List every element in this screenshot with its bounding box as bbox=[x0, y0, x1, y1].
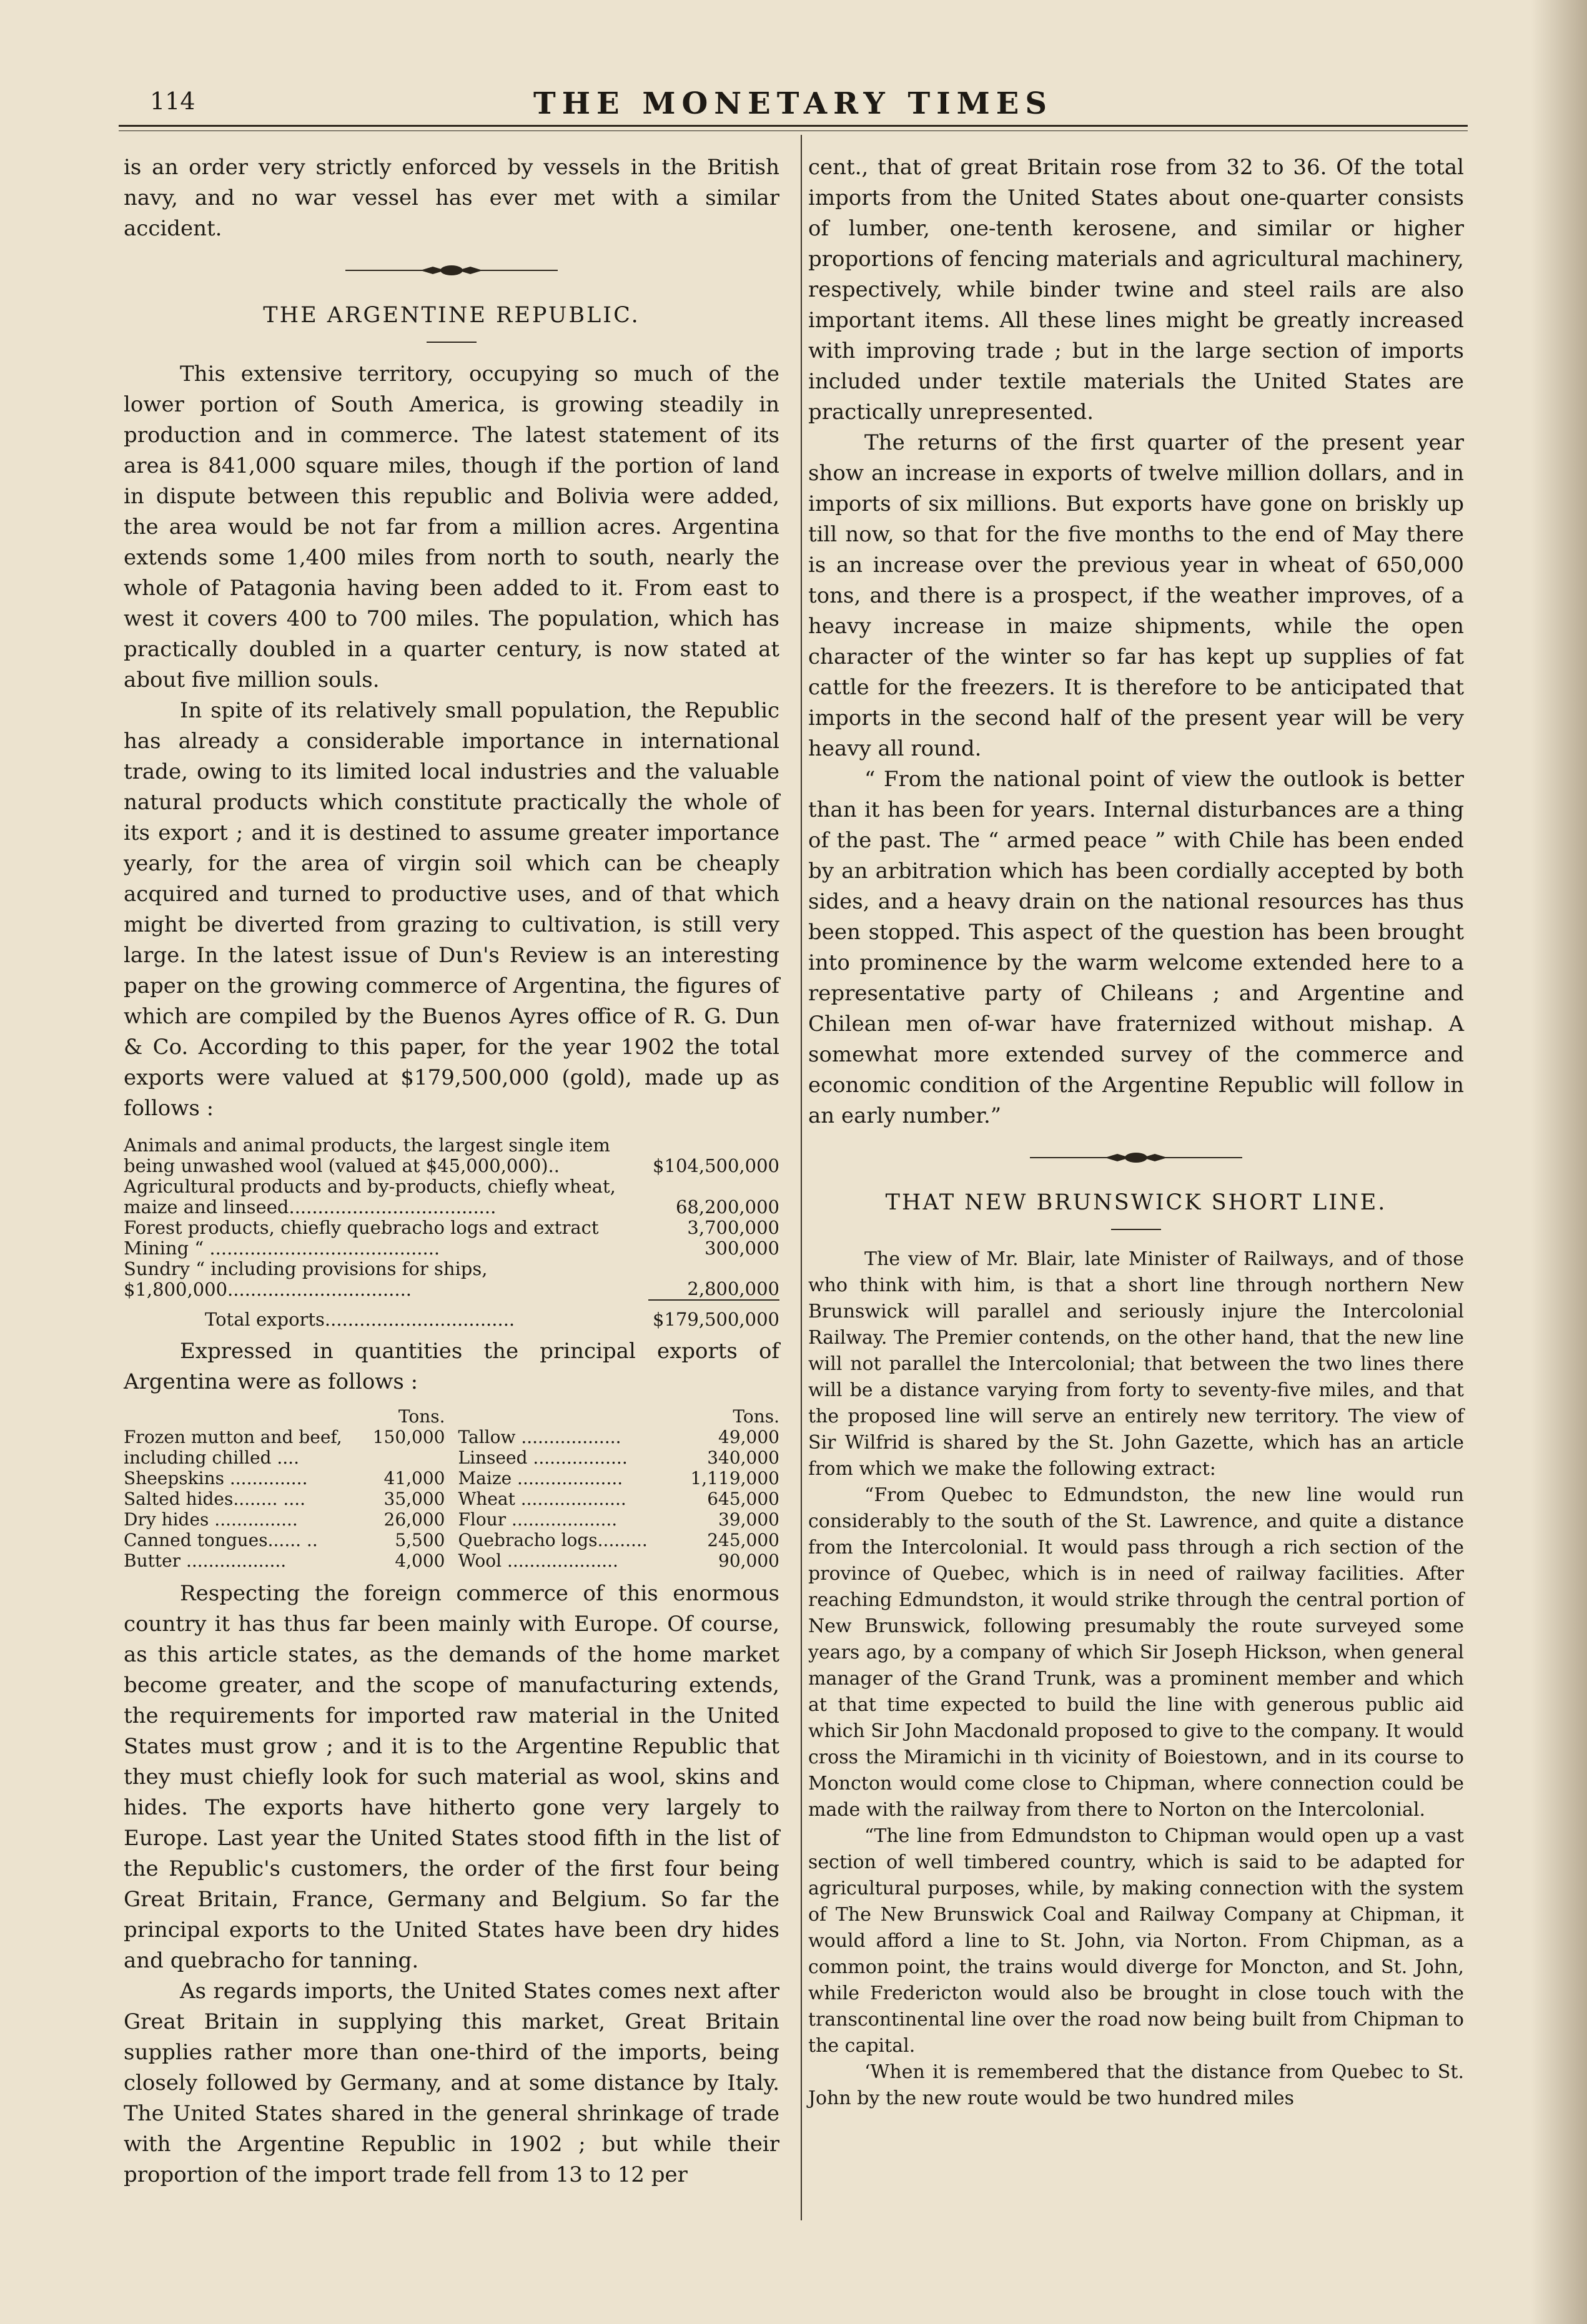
right-column bbox=[808, 152, 1464, 2112]
item-name: Dry hides ............... bbox=[124, 1509, 298, 1530]
list-item bbox=[458, 1447, 780, 1468]
heading-rule bbox=[1111, 1229, 1161, 1230]
item-tons: 35,000 bbox=[383, 1489, 445, 1509]
paragraph: The returns of the first quarter of the present year show an increase in exports of twelve million dollars, and in imports of six millions. But exports have gone on briskly up till now, so that for the five months to the end of May there is an increase over the previous year in wheat of 650,000 tons, and there is a prospect, if the weather improves, of a heavy increase in maize shipments, while the open character of the winter so far has kept up supplies of fat cattle for the freezers. It is therefore to be anticipated that imports in the second half of the present year will be very heavy all round. bbox=[808, 430, 1464, 761]
table-row-total bbox=[124, 1300, 779, 1330]
paragraph: ‘When it is remembered that the distance from Quebec to St. John by the new route would be two hundred miles bbox=[808, 2061, 1464, 2109]
continued-paragraph: is an order very strictly enforced by vessels in the British navy, and no war vessel has ever met with a similar accident. bbox=[124, 155, 779, 241]
total-amount: $179,500,000 bbox=[648, 1300, 779, 1330]
item-name: Linseed ................. bbox=[458, 1447, 628, 1468]
item-name: Frozen mutton and beef, including chilled .... bbox=[124, 1427, 342, 1468]
item-tons: 340,000 bbox=[707, 1447, 779, 1468]
paragraph: This extensive territory, occupying so much of the lower portion of South America, is growing steadily in production and in commerce. The latest statement of its area is 841,000 square miles, though if the portion of land in dispute between this republic and Bolivia were added, the area would be not far from a million acres. Argentina extends some 1,400 miles from north to south, nearly the whole of Patagonia having been added to it. From east to west it covers 400 to 700 miles. The population, which has practically doubled in a quarter century, is now stated at about five million souls. bbox=[124, 362, 779, 692]
column-divider bbox=[801, 135, 802, 2220]
item-tons: 1,119,000 bbox=[690, 1468, 779, 1489]
quantities-column-right bbox=[458, 1406, 780, 1571]
item-name: Quebracho logs......... bbox=[458, 1530, 648, 1550]
export-label: Animals and animal products, the largest single item being unwashed wool (valued at $45,000,000).. bbox=[124, 1135, 610, 1176]
item-tons: 39,000 bbox=[718, 1509, 779, 1530]
paragraph: “ From the national point of view the outlook is better than it has been for years. Internal disturbances are a thing of the past. The “ armed peace ” with Chile has been ended by an arbitration which has been cordially accepted by both sides, and a heavy drain on the national resources has thus been stopped. This aspect of the question has been brought into prominence by the warm welcome extended here to a representative party of Chileans ; and Argentine and Chilean men of-war have fraternized without mishap. A somewhat more extended survey of the commerce and economic condition of the Argentine Republic will follow in an early number.” bbox=[808, 767, 1464, 1128]
item-tons: 26,000 bbox=[383, 1509, 445, 1530]
item-tons: 90,000 bbox=[718, 1550, 779, 1571]
unit-label: Tons. bbox=[733, 1406, 779, 1427]
unit-label: Tons. bbox=[398, 1406, 445, 1427]
export-amount: 68,200,000 bbox=[675, 1196, 779, 1218]
item-tons: 4,000 bbox=[395, 1550, 445, 1571]
table-row bbox=[124, 1176, 779, 1218]
header-rule bbox=[119, 125, 1468, 131]
page-number: 114 bbox=[150, 87, 195, 115]
item-name: Maize ................... bbox=[458, 1468, 623, 1489]
paragraph: In spite of its relatively small population, the Republic has already a considerable importance in international trade, owing to its limited local industries and the valuable natural products which constitute practically the whole of its export ; and it is destined to assume greater importance yearly, for the area of virgin soil which can be cheaply acquired and turned to productive uses, and of that which might be diverted from grazing to cultivation, is still very large. In the latest issue of Dun's Review is an interesting paper on the growing commerce of Argentina, the figures of which are compiled by the Buenos Ayres office of R. G. Dun & Co. According to this paper, for the year 1902 the total exports were valued at $179,500,000 (gold), made up as follows : bbox=[124, 698, 779, 1121]
export-amount: 3,700,000 bbox=[687, 1217, 779, 1238]
item-name: Canned tongues...... .. bbox=[124, 1530, 318, 1550]
item-tons: 245,000 bbox=[707, 1530, 779, 1550]
article-body-small bbox=[808, 1246, 1464, 2112]
item-name: Tallow .................. bbox=[458, 1427, 621, 1447]
export-quantities-table bbox=[124, 1406, 779, 1571]
masthead-title: THE MONETARY TIMES bbox=[533, 86, 1054, 121]
continued-paragraph: cent., that of great Britain rose from 32 to 36. Of the total imports from the United States about one-quarter consists of lumber, one-tenth kerosene, and similar or higher proportions of fencing materials and agricultural machinery, respectively, while binder twine and steel rails are also important items. All these lines might be greatly increased with improving trade ; but in the large section of imports included under textile materials the United States are practically unrepresented. bbox=[808, 155, 1464, 425]
item-tons: 645,000 bbox=[707, 1489, 779, 1509]
paragraph: The view of Mr. Blair, late Minister of Railways, and of those who think with him, is that a short line through northern New Brunswick will parallel and seriously injure the Intercolonial Railway. The Premier contends, on the other hand, that the new line will not parallel the Intercolonial; that between the two lines there will be a distance varying from forty to seventy-five miles, and that the proposed line will serve an entirely new territory. The view of Sir Wilfrid is shared by the St. John Gazette, which has an article from which we make the following extract: bbox=[808, 1248, 1464, 1480]
table-row bbox=[124, 1238, 779, 1259]
item-name: Sheepskins .............. bbox=[124, 1468, 308, 1489]
heading-rule bbox=[427, 342, 477, 343]
item-tons: 150,000 bbox=[372, 1427, 445, 1447]
item-tons: 49,000 bbox=[718, 1427, 779, 1447]
list-item bbox=[124, 1427, 445, 1468]
item-name: Salted hides........ .... bbox=[124, 1489, 306, 1509]
section-ornament bbox=[345, 263, 558, 278]
list-item bbox=[458, 1468, 780, 1489]
item-tons: 41,000 bbox=[383, 1468, 445, 1489]
article-heading-new-brunswick: THAT NEW BRUNSWICK SHORT LINE. bbox=[885, 1190, 1387, 1215]
list-item bbox=[124, 1509, 445, 1530]
list-item bbox=[124, 1550, 445, 1571]
paragraph: Respecting the foreign commerce of this enormous country it has thus far been mainly with Europe. Of course, as this article states, as the demands of the home market become greater, and the scope of manufacturing extends, the requirements for imported raw material in the United States must grow ; and it is to the Argentine Republic that they must chiefly look for such material as wool, skins and hides. The exports have hitherto gone very largely to Europe. Last year the United States stood fifth in the list of the Republic's customers, the order of the first four being Great Britain, France, Germany and Belgium. So far the principal exports to the United States have been dry hides and quebracho for tanning. bbox=[124, 1581, 779, 1973]
list-item bbox=[124, 1530, 445, 1550]
export-label: Agricultural products and by-products, chiefly wheat, maize and linseed.................................... bbox=[124, 1176, 616, 1218]
article-heading-argentine: THE ARGENTINE REPUBLIC. bbox=[263, 303, 640, 328]
item-name: Butter .................. bbox=[124, 1550, 287, 1571]
export-amount: $104,500,000 bbox=[653, 1155, 779, 1176]
table-row bbox=[124, 1259, 779, 1300]
table-row bbox=[124, 1218, 779, 1238]
list-item bbox=[458, 1427, 780, 1447]
quantities-column-left bbox=[124, 1406, 445, 1571]
table-row bbox=[124, 1135, 779, 1176]
exports-value-table bbox=[124, 1135, 779, 1330]
left-column bbox=[124, 152, 779, 2190]
export-label: Forest products, chiefly quebracho logs and extract bbox=[124, 1217, 599, 1238]
page-edge-shadow bbox=[1531, 0, 1587, 2324]
export-amount: 300,000 bbox=[705, 1238, 779, 1259]
paragraph: As regards imports, the United States comes next after Great Britain in supplying this market, Great Britain supplies rather more than one-third of the imports, being closely followed by Germany, and at some distance by Italy. The United States shared in the general shrinkage of trade with the Argentine Republic in 1902 ; but while their proportion of the import trade fell from 13 to 12 per bbox=[124, 1979, 779, 2187]
list-item bbox=[458, 1530, 780, 1550]
export-label: Mining “ ........................................ bbox=[124, 1238, 440, 1259]
list-item bbox=[124, 1468, 445, 1489]
export-amount: 2,800,000 bbox=[687, 1278, 779, 1299]
list-item bbox=[458, 1550, 780, 1571]
paragraph: “From Quebec to Edmundston, the new line would run considerably to the south of the St. Lawrence, and quite a distance from the Intercolonial. It would pass through a rich section of the province of Quebec, which is in need of railway facilities. After reaching Edmundston, it would strike through the central portion of New Brunswick, following presumably the route surveyed some years ago, by a company of which Sir Joseph Hickson, when general manager of the Grand Trunk, was a prominent member and which at that time expected to build the line with generous public aid which Sir John Macdonald proposed to give to the company. It would cross the Miramichi in th vicinity of Boiestown, and in its course to Moncton would come close to Chipman, where connection could be made with the railway from there to Norton on the Intercolonial. bbox=[808, 1484, 1464, 1821]
total-label: Total exports................................. bbox=[205, 1309, 515, 1330]
section-ornament bbox=[1030, 1150, 1242, 1165]
item-tons: 5,500 bbox=[395, 1530, 445, 1550]
item-name: Wheat ................... bbox=[458, 1489, 626, 1509]
list-item bbox=[458, 1509, 780, 1530]
item-name: Flour ................... bbox=[458, 1509, 618, 1530]
paragraph: “The line from Edmundston to Chipman would open up a vast section of well timbered country, which is said to be adapted for agricultural purposes, while, by making connection with the system of The New Brunswick Coal and Railway Company at Chipman, it would afford a line to St. John, via Norton. From Chipman, as a common point, the trains would diverge for Moncton, and St. John, while Fredericton would also be brought in close touch with the transcontinental line over the road now being built from Chipman to the capital. bbox=[808, 1825, 1464, 2057]
list-item bbox=[124, 1489, 445, 1509]
item-name: Wool .................... bbox=[458, 1550, 618, 1571]
list-item bbox=[458, 1489, 780, 1509]
export-label: Sundry “ including provisions for ships, $1,800,000................................ bbox=[124, 1258, 488, 1300]
paragraph: Expressed in quantities the principal exports of Argentina were as follows : bbox=[124, 1339, 779, 1394]
